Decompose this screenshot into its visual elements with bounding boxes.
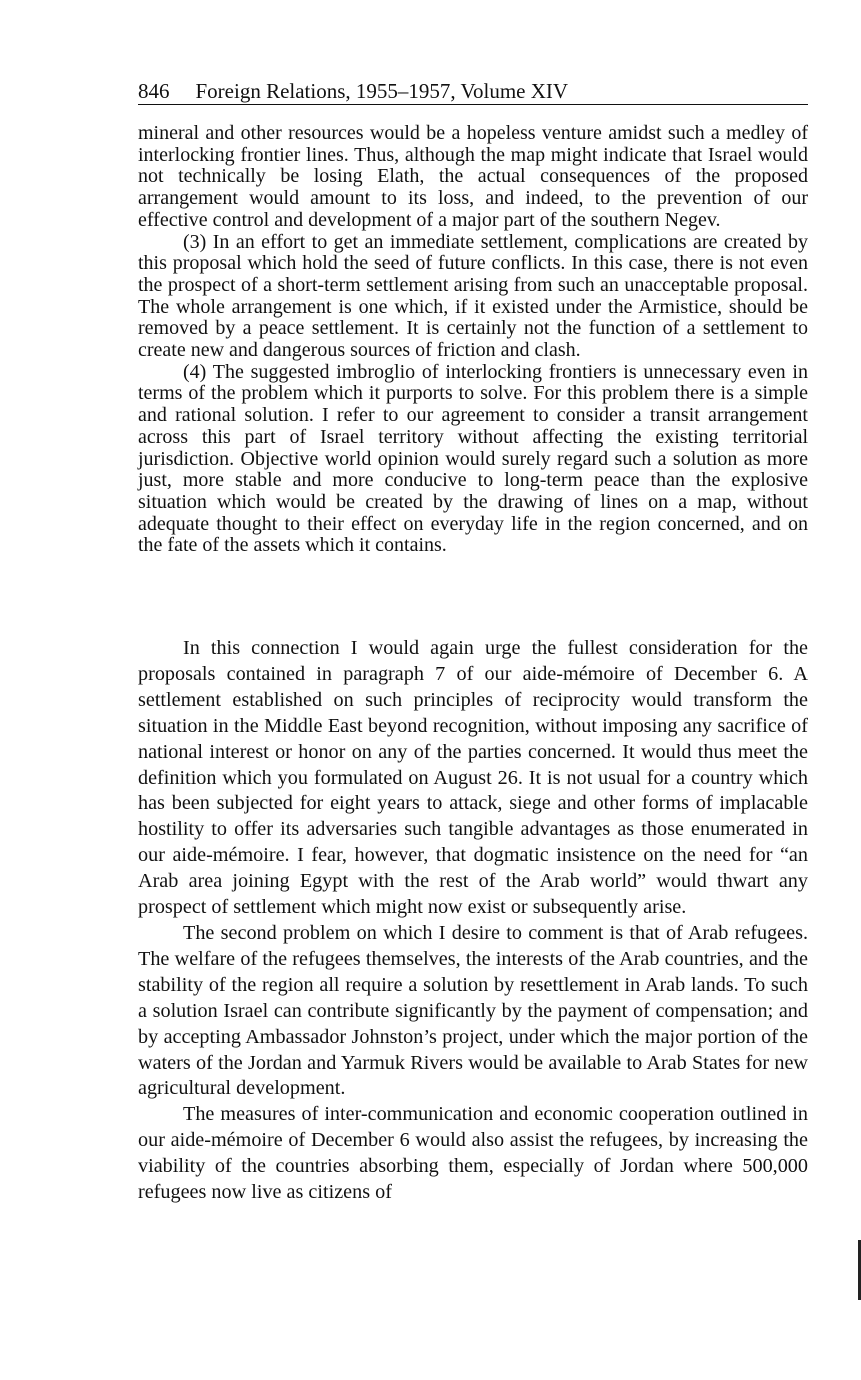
quoted-text-block	[138, 123, 808, 557]
body-paragraph-reciprocity: In this connection I would again urge the fullest consideration for the proposals contained in paragraph 7 of our aide-mémoire of December 6. A settlement established on such principles of reciprocity would transform the situation in the Middle East beyond recognition, without imposing any sacrifice of national interest or honor on any of the parties concerned. It would thus meet the definition which you formulated on August 26. It is not usual for a country which has been subjected for eight years to attack, siege and other forms of implacable hostility to offer its adversaries such tangible advantages as those enumerated in our aide-mémoire. I fear, however, that dogmatic insistence on the need for “an Arab area joining Egypt with the rest of the Arab world” would thwart any prospect of settlement which might now exist or subsequently arise.	[138, 637, 808, 919]
quoted-paragraph-point-3: (3) In an effort to get an immediate settlement, complications are created by this proposal which hold the seed of future conflicts. In this case, there is not even the prospect of a short-term settlement arising from such an unacceptable proposal. The whole arrangement is one which, if it existed under the Armistice, should be removed by a peace settlement. It is certainly not the function of a settlement to create new and dangerous sources of friction and clash.	[138, 230, 808, 362]
quoted-paragraph-continuation: mineral and other resources would be a hopeless venture amidst such a medley of interlocking frontier lines. Thus, although the map might indicate that Israel would not technically be losing Elath, the actual consequences of the proposed arrangement would amount to its loss, and indeed, to the prevention of our effective control and development of a major part of the southern Negev.	[138, 122, 808, 231]
body-paragraph-refugees: The second problem on which I desire to comment is that of Arab refugees. The welfare of the refugees themselves, the interests of the Arab countries, and the stability of the region all require a solution by resettlement in Arab lands. To such a solution Israel can contribute significantly by the payment of compensation; and by accepting Ambassador Johnston’s project, under which the major portion of the waters of the Jordan and Yarmuk Rivers would be available to Arab States for new agricultural development.	[138, 921, 808, 1100]
body-text-block	[138, 636, 808, 1206]
body-paragraph-cooperation: The measures of inter-communication and economic cooperation outlined in our aide-mémoire of December 6 would also assist the refugees, by increasing the viability of the countries absorbing them, especially of Jordan where 500,000 refugees now live as citizens of	[138, 1103, 808, 1204]
running-header	[138, 78, 808, 105]
quoted-paragraph-point-4: (4) The suggested imbroglio of interlocking frontiers is unnecessary even in terms of the problem which it purports to solve. For this problem there is a simple and rational solution. I refer to our agreement to consider a transit arrangement across this part of Israel territory without affecting the existing territorial jurisdiction. Objective world opinion would surely regard such a solution as more just, more stable and more conducive to long-term peace than the explosive situation which would be created by the drawing of lines on a map, without adequate thought to their effect on everyday life in the region concerned, and on the fate of the assets which it contains.	[138, 360, 808, 557]
running-title: Foreign Relations, 1955–1957, Volume XIV	[195, 79, 569, 103]
page-number: 846	[138, 79, 170, 103]
